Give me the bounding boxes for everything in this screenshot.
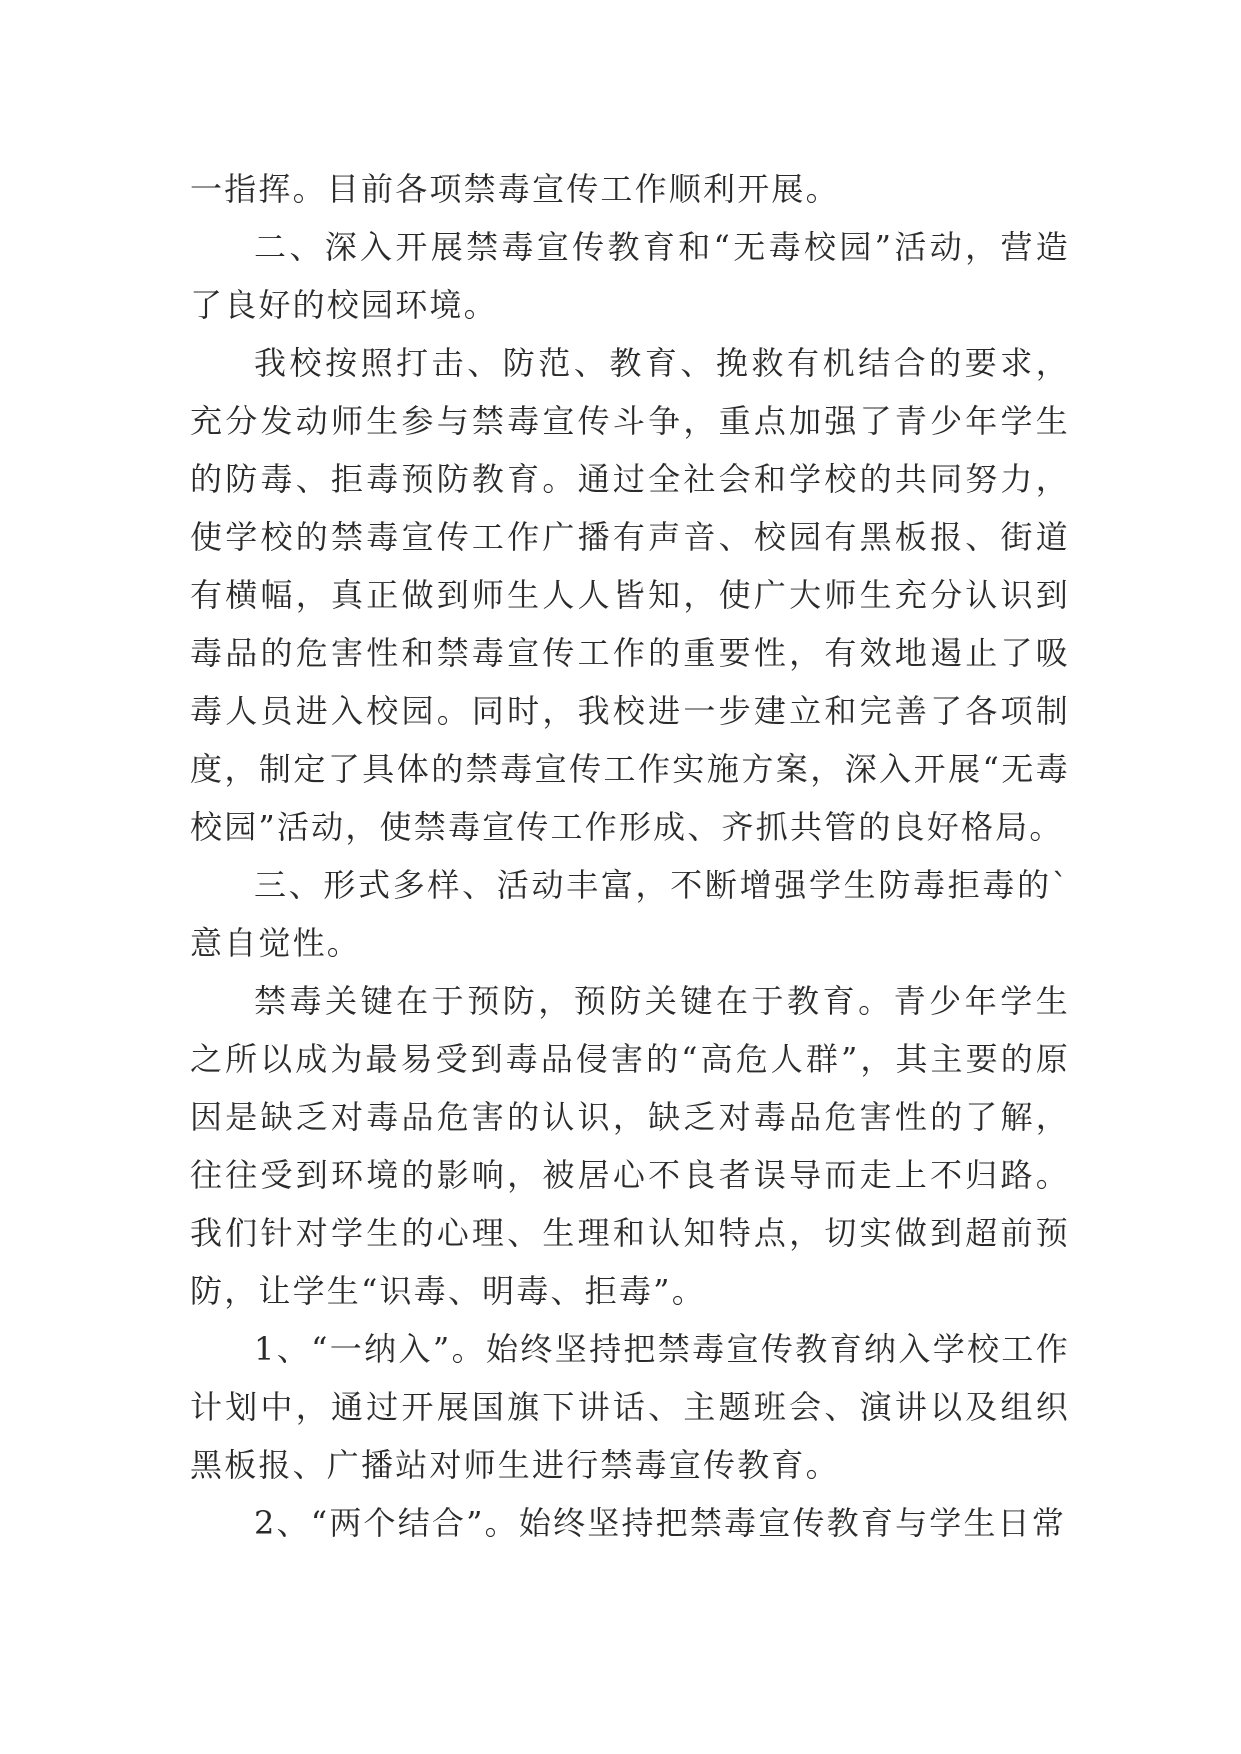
section-heading-2: 二、深入开展禁毒宣传教育和“无毒校园”活动，营造了良好的校园环境。 — [190, 228, 1070, 324]
paragraph: 禁毒关键在于预防，预防关键在于教育。青少年学生之所以成为最易受到毒品侵害的“高危人群”，其主要的原因是缺乏对毒品危害的认识，缺乏对毒品危害性的了解，往往受到环境的影响，被居心不良者误导而走上不归路。我们针对学生的心理、生理和认知特点，切实做到超前预防，让学生“识毒、明毒、拒毒”。 — [190, 982, 1070, 1310]
paragraph-continuation: 一指挥。目前各项禁毒宣传工作顺利开展。 — [190, 170, 840, 208]
list-item-2: 2、“两个结合”。始终坚持把禁毒宣传教育与学生日常 — [254, 1504, 1067, 1542]
paragraph: 我校按照打击、防范、教育、挽救有机结合的要求，充分发动师生参与禁毒宣传斗争，重点加强了青少年学生的防毒、拒毒预防教育。通过全社会和学校的共同努力，使学校的禁毒宣传工作广播有声音、校园有黑板报、街道有横幅，真正做到师生人人皆知，使广大师生充分认识到毒品的危害性和禁毒宣传工作的重要性，有效地遏止了吸毒人员进入校园。同时，我校进一步建立和完善了各项制度，制定了具体的禁毒宣传工作实施方案，深入开展“无毒校园”活动，使禁毒宣传工作形成、齐抓共管的良好格局。 — [190, 344, 1070, 846]
list-item-1: 1、“一纳入”。始终坚持把禁毒宣传教育纳入学校工作计划中，通过开展国旗下讲话、主题班会、演讲以及组织黑板报、广播站对师生进行禁毒宣传教育。 — [190, 1330, 1070, 1484]
document-body — [190, 160, 1070, 1552]
section-heading-3: 三、形式多样、活动丰富，不断增强学生防毒拒毒的`意自觉性。 — [190, 866, 1070, 962]
